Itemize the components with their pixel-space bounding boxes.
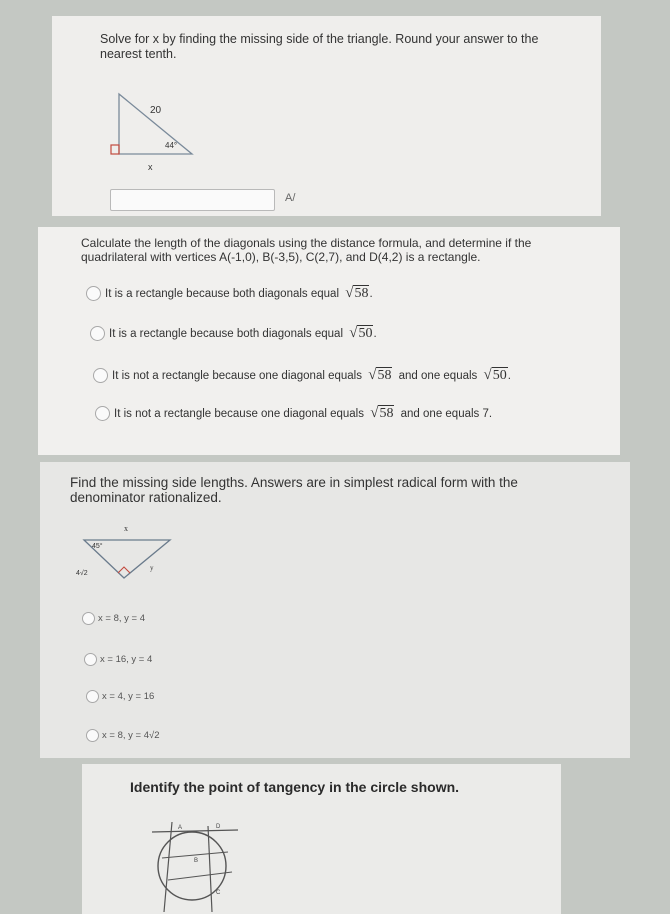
q2-option-1-label: It is a rectangle because both diagonals equal √58. [105, 285, 373, 301]
spell-check-icon[interactable]: A/ [285, 192, 296, 204]
unknown-label: x [148, 162, 153, 171]
special-triangle-figure [76, 522, 186, 584]
question-2-prompt: Calculate the length of the diagonals using the distance formula, and determine if the quadrilateral with vertices A(-1,0), B(-3,5), C(2,7), and D(4,2) is a rectangle. [81, 236, 532, 264]
radio-button[interactable] [82, 612, 95, 625]
q2-option-2[interactable] [90, 325, 377, 342]
point-label-d: D [216, 824, 221, 830]
radical: √50 [349, 325, 373, 341]
q3-option-4[interactable] [86, 729, 160, 742]
q2-option-4-label: It is not a rectangle because one diagonal equals √58 and one equals 7. [114, 405, 493, 421]
point-label-a: A [178, 825, 183, 831]
q2-option-3-label: It is not a rectangle because one diagonal equals √58 and one equals √50. [112, 367, 511, 383]
right-triangle-figure [107, 76, 202, 171]
q2-option-2-label: It is a rectangle because both diagonals equal √50. [109, 325, 377, 341]
radio-button[interactable] [90, 326, 105, 341]
question-3-prompt: Find the missing side lengths. Answers are in simplest radical form with the denominator rationalized. [70, 475, 518, 505]
q3-option-2-label: x = 16, y = 4 [100, 654, 153, 665]
circle-tangent-figure [148, 818, 248, 912]
radical: √58 [345, 285, 369, 301]
radio-button[interactable] [93, 368, 108, 383]
radio-button[interactable] [95, 406, 110, 421]
triangle-left-label: 4√2 [76, 570, 88, 577]
triangle-right-label: y [150, 564, 154, 572]
question-card-3 [40, 462, 630, 758]
question-card-2 [38, 227, 620, 455]
q2-option-1[interactable] [86, 285, 373, 302]
radio-button[interactable] [86, 729, 99, 742]
triangle-angle-label: 45° [92, 543, 103, 550]
radical: √58 [368, 367, 392, 383]
answer-input[interactable] [110, 189, 275, 211]
q3-option-1-label: x = 8, y = 4 [98, 613, 145, 624]
q2-option-4[interactable] [95, 405, 492, 422]
radio-button[interactable] [86, 286, 101, 301]
radio-button[interactable] [84, 653, 97, 666]
radio-button[interactable] [86, 690, 99, 703]
q2-option-3[interactable] [93, 367, 511, 384]
q3-option-4-label: x = 8, y = 4√2 [102, 730, 160, 741]
q3-option-3-label: x = 4, y = 16 [102, 691, 155, 702]
question-4-prompt: Identify the point of tangency in the circle shown. [130, 779, 460, 795]
angle-label: 44° [165, 141, 178, 150]
q3-option-1[interactable] [82, 612, 145, 625]
question-card-4 [82, 764, 561, 914]
question-1-prompt: Solve for x by finding the missing side of the triangle. Round your answer to the nearest tenth. [100, 32, 539, 61]
q3-option-3[interactable] [86, 690, 154, 703]
hypotenuse-label: 20 [150, 105, 162, 116]
point-label-c: C [216, 890, 221, 896]
q3-option-2[interactable] [84, 653, 152, 666]
radical: √50 [483, 367, 507, 383]
radical: √58 [370, 405, 394, 421]
point-label-b: B [194, 858, 199, 864]
question-card-1 [52, 16, 601, 216]
triangle-top-label: x [124, 524, 128, 533]
